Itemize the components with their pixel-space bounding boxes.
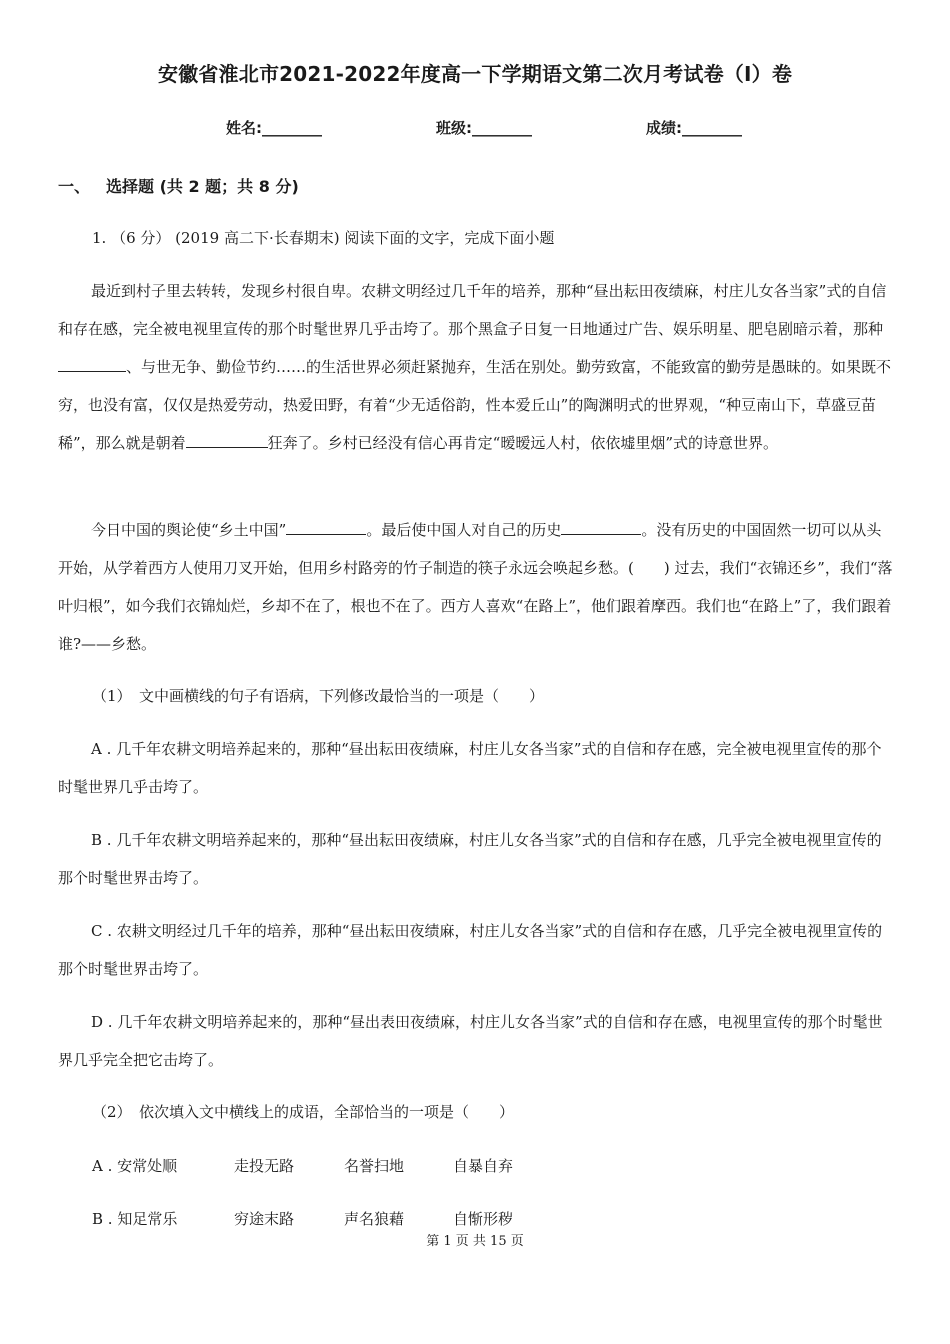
exam-title: 安徽省淮北市2021-2022年度高一下学期语文第二次月考试卷（I）卷 [157,62,793,86]
sub-question-2-prompt: （2） 依次填入文中横线上的成语，全部恰当的一项是（ ） [92,1103,515,1121]
option-b-idiom-3: 声名狼藉 [344,1210,405,1228]
fill-blank [286,519,366,535]
section-number: 一、 [58,177,91,196]
section-heading [58,174,299,197]
passage-1-part-b: 、与世无争、勤俭节约……的生活世界必须赶紧抛弃，生活在别处。勤劳致富，不能致富的勤劳是愚昧的。如果既不穷，也没有富，仅仅是热爱劳动，热爱田野，有着“少无适俗韵，性本爱丘山”的陶渊明式的世界观，“种豆南山下，草盛豆苗稀”，那么就是朝着 [58,358,892,452]
class-field: 班级:________ [436,119,532,137]
option-a-idiom-4: 自暴自弃 [453,1157,514,1175]
option-a[interactable]: A . 几千年农耕文明培养起来的，那种“昼出耘田夜绩麻，村庄儿女各当家”式的自信和存在感，完全被电视里宣传的那个时髦世界几乎击垮了。 [58,740,882,796]
sub-question-1-prompt: （1） 文中画横线的句子有语病，下列修改最恰当的一项是（ ） [92,687,545,705]
student-info-row [0,117,950,141]
passage-paragraph-2 [58,511,894,663]
option-b-label: B . 知足常乐 [92,1210,178,1228]
option-b-idiom-4: 自惭形秽 [453,1210,514,1228]
score-field: 成绩:________ [646,119,742,137]
passage-2-part-c: 。没有历史的中国固然一切可以从头开始，从学着西方人使用刀叉开始，但用乡村路旁的竹子制造的筷子永远会唤起乡愁。( ) 过去，我们“衣锦还乡”，我们“落叶归根”，如今我们衣锦灿烂，乡却不在了，根也不在了。西方人喜欢“在路上”，他们跟着摩西。我们也“在路上”了，我们跟着谁?——乡愁。 [58,521,893,653]
option-a-idiom-3: 名誉扫地 [344,1157,405,1175]
passage-2-part-a: 今日中国的舆论使“乡土中国” [91,521,287,539]
passage-1-part-c: 狂奔了。乡村已经没有信心再肯定“暧暧远人村，依依墟里烟”式的诗意世界。 [267,434,779,452]
option-d[interactable]: D . 几千年农耕文明培养起来的，那种“昼出表田夜绩麻，村庄儿女各当家”式的自信和存在感，电视里宣传的那个时髦世界几乎完全把它击垮了。 [58,1013,883,1069]
option-a-idiom-2: 走投无路 [234,1157,295,1175]
passage-1-part-a: 最近到村子里去转转，发现乡村很自卑。农耕文明经过几千年的培养，那种“昼出耘田夜绩麻，村庄儿女各当家”式的自信和存在感，完全被电视里宣传的那个时髦世界几乎击垮了。那个黑盒子日复一日地通过广告、娱乐明星、肥皂剧暗示着，那种 [58,282,887,338]
option-a-label: A . 安常处顺 [92,1157,178,1175]
option-c[interactable]: C . 农耕文明经过几千年的培养，那种“昼出耘田夜绩麻，村庄儿女各当家”式的自信和存在感，几乎完全被电视里宣传的那个时髦世界击垮了。 [58,922,883,978]
fill-blank [186,432,268,448]
fill-blank [58,356,126,372]
passage-2-part-b: 。最后使中国人对自己的历史 [366,521,562,539]
name-field: 姓名:________ [226,119,322,137]
section-title: 选择题 (共 2 题；共 8 分) [106,177,299,196]
option-b-idiom-2: 穷途末路 [234,1210,295,1228]
page-footer: 第 1 页 共 15 页 [426,1234,524,1249]
fill-blank [561,519,641,535]
passage-paragraph-1 [58,272,894,462]
option-b[interactable]: B . 几千年农耕文明培养起来的，那种“昼出耘田夜绩麻，村庄儿女各当家”式的自信和存在感，几乎完全被电视里宣传的那个时髦世界击垮了。 [58,831,882,887]
question-1-stem: 1. （6 分） (2019 高二下·长春期末) 阅读下面的文字，完成下面小题 [92,229,555,247]
